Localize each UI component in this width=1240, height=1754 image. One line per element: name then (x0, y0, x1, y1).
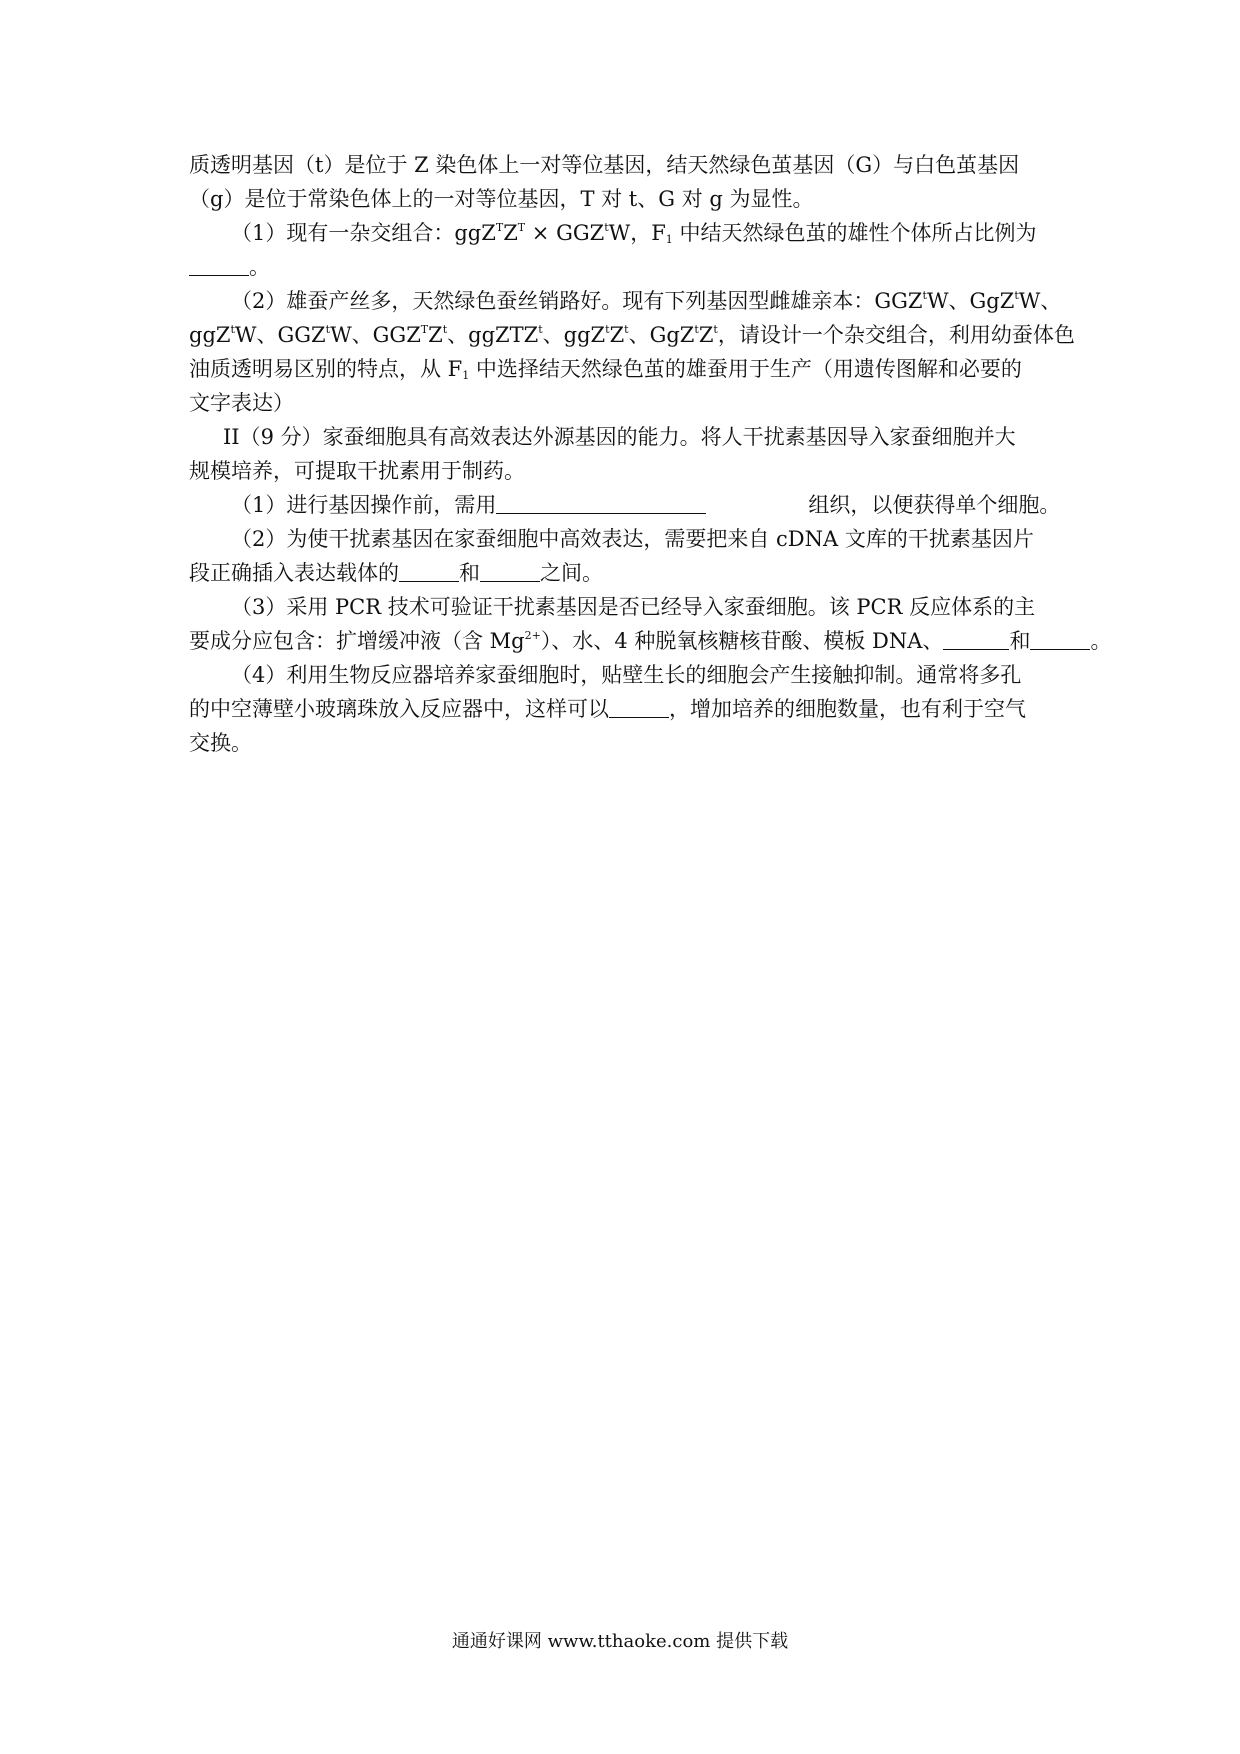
answer-blank (496, 493, 706, 514)
question-2-line-1: （2）雄蚕产丝多，天然绿色蚕丝销路好。现有下列基因型雌雄亲本：GGZ$^t$W、GgZ$^t$W、 (231, 289, 1062, 313)
intro-line-1: 质透明基因（t）是位于 Z 染色体上一对等位基因，结天然绿色茧基因（G）与白色茧基因 (189, 153, 1020, 177)
part-ii-line-1: II（9 分）家蚕细胞具有高效表达外源基因的能力。将人干扰素基因导入家蚕细胞并大 (223, 425, 1016, 449)
part-ii-question-1: （1）进行基因操作前，需用 组织，以便获得单个细胞。 (231, 493, 1061, 517)
question-1: （1）现有一杂交组合：$ggZ^TZ^T \times GGZ^tW$，$F_1$ 中结天然绿色茧的雄性个体所占比例为 (231, 221, 1037, 246)
part-ii-question-3-line-2: 要成分应包含：扩增缓冲液（含 $Mg^{2+}$）、水、4 种脱氧核糖核苷酸、模板 DNA、 和 。 (189, 629, 1112, 653)
part-ii-question-4-line-1: （4）利用生物反应器培养家蚕细胞时，贴壁生长的细胞会产生接触抑制。通常将多孔 (231, 663, 1022, 687)
question-2-line-4: 文字表达） (189, 391, 294, 415)
answer-blank (189, 255, 249, 276)
part-ii-line-2: 规模培养，可提取干扰素用于制药。 (189, 459, 525, 483)
question-2-line-3: 油质透明易区别的特点，从 $F_1$ 中选择结天然绿色茧的雄蚕用于生产（用遗传图解和必要的 (189, 357, 1022, 382)
question-1-answer-line: 。 (189, 250, 1058, 284)
part-ii-question-4-line-2: 的中空薄壁小玻璃珠放入反应器中，这样可以 ，增加培养的细胞数量，也有利于空气 (189, 697, 1026, 721)
page-footer: 通通好课网 www.tthaoke.com 提供下载 (451, 1631, 789, 1652)
part-ii-question-2-line-2: 段正确插入表达载体的 和 之间。 (189, 561, 603, 585)
answer-blank (1030, 629, 1090, 650)
answer-blank (399, 561, 459, 582)
part-ii-question-4-line-3: 交换。 (189, 731, 252, 755)
document-body (189, 148, 1112, 760)
part-ii-question-3-line-1: （3）采用 PCR 技术可验证干扰素基因是否已经导入家蚕细胞。该 PCR 反应体系的主 (231, 595, 1036, 619)
answer-blank (480, 561, 540, 582)
question-2-line-2: ggZ$^t$W、GGZ$^t$W、$GGZ^TZ^t$、ggZTZ$^t$、$ggZ^tZ^t$、$GgZ^tZ^t$，请设计一个杂交组合，利用幼蚕体色 (189, 323, 1075, 347)
part-ii-question-2-line-1: （2）为使干扰素基因在家蚕细胞中高效表达，需要把来自 cDNA 文库的干扰素基因片 (231, 527, 1034, 551)
intro-line-2: （g）是位于常染色体上的一对等位基因，T 对 t、G 对 g 为显性。 (189, 187, 814, 211)
answer-blank (609, 697, 669, 718)
answer-blank (943, 629, 1009, 650)
